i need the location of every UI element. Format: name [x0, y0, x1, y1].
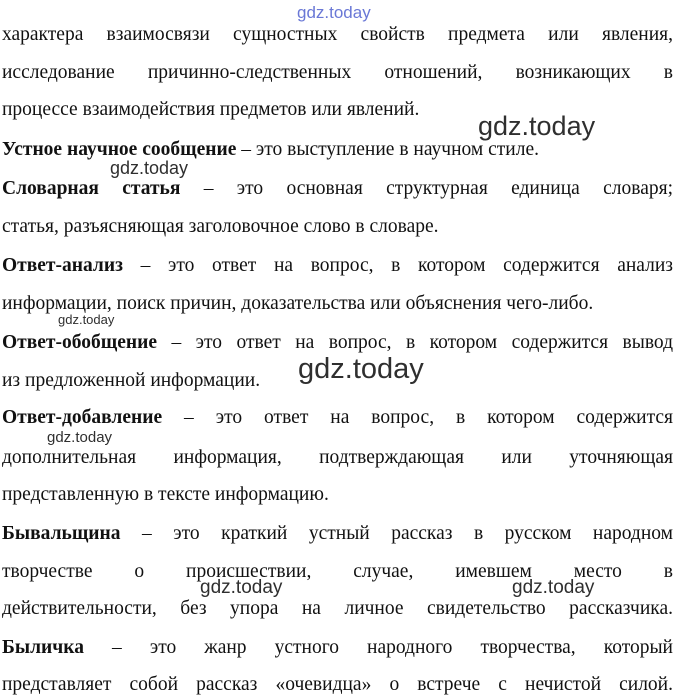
watermark: gdz.today [478, 111, 596, 141]
watermark: gdz.today [298, 353, 424, 385]
watermark: gdz.today [47, 429, 113, 446]
definition-line: Словарная статья – это основная структурная единица словаря; [2, 178, 674, 199]
text-line: процессе взаимодействия предметов или явлений. [2, 99, 420, 120]
definition-line: Ответ-обобщение – это ответ на вопрос, в котором содержится вывод [2, 332, 673, 353]
watermark-top: gdz.today [297, 3, 371, 22]
term-otvet-dobavlenie: Ответ-добавление [2, 407, 163, 428]
term-otvet-obobshchenie: Ответ-обобщение [2, 332, 157, 353]
text-line: информации, поиск причин, доказательства или объяснения чего-либо. [2, 293, 594, 314]
text-line: действительности, без упора на личное свидетельство рассказчика. [2, 598, 673, 619]
text-line: творчестве о происшествии, случае, имевшем место в [2, 561, 673, 582]
definition-line: Быличка – это жанр устного народного творчества, который [2, 637, 673, 658]
definition-line: Ответ-добавление – это ответ на вопрос, в котором содержится [2, 407, 673, 428]
definition-line: Устное научное сообщение – это выступление в научном стиле. [2, 139, 539, 160]
definition-line: Ответ-анализ – это ответ на вопрос, в котором содержится анализ [2, 255, 673, 276]
text-line: представленную в тексте информацию. [2, 484, 329, 505]
text-line: представляет собой рассказ «очевидца» о встрече с нечистой силой. [2, 674, 673, 695]
watermark: gdz.today [58, 312, 115, 327]
term-bylichka: Быличка [2, 637, 84, 658]
text-line: исследование причинно-следственных отношений, возникающих в [2, 62, 673, 83]
text-line: дополнительная информация, подтверждающая или уточняющая [2, 447, 673, 468]
term-byvalshchina: Бывальщина [2, 523, 121, 544]
watermark: gdz.today [200, 577, 283, 598]
term-slovarnaya-statya: Словарная статья [2, 178, 181, 199]
definition-line: Бывальщина – это краткий устный рассказ в русском народном [2, 523, 673, 544]
text-line: статья, разъясняющая заголовочное слово в словаре. [2, 216, 439, 237]
term-ustnoe-nauchnoe-soobshchenie: Устное научное сообщение [2, 139, 237, 160]
text-line: характера взаимосвязи сущностных свойств предмета или явления, [2, 24, 673, 45]
text-line: из предложенной информации. [2, 370, 261, 391]
watermark: gdz.today [512, 577, 595, 598]
watermark: gdz.today [110, 158, 189, 178]
term-otvet-analiz: Ответ-анализ [2, 255, 123, 276]
